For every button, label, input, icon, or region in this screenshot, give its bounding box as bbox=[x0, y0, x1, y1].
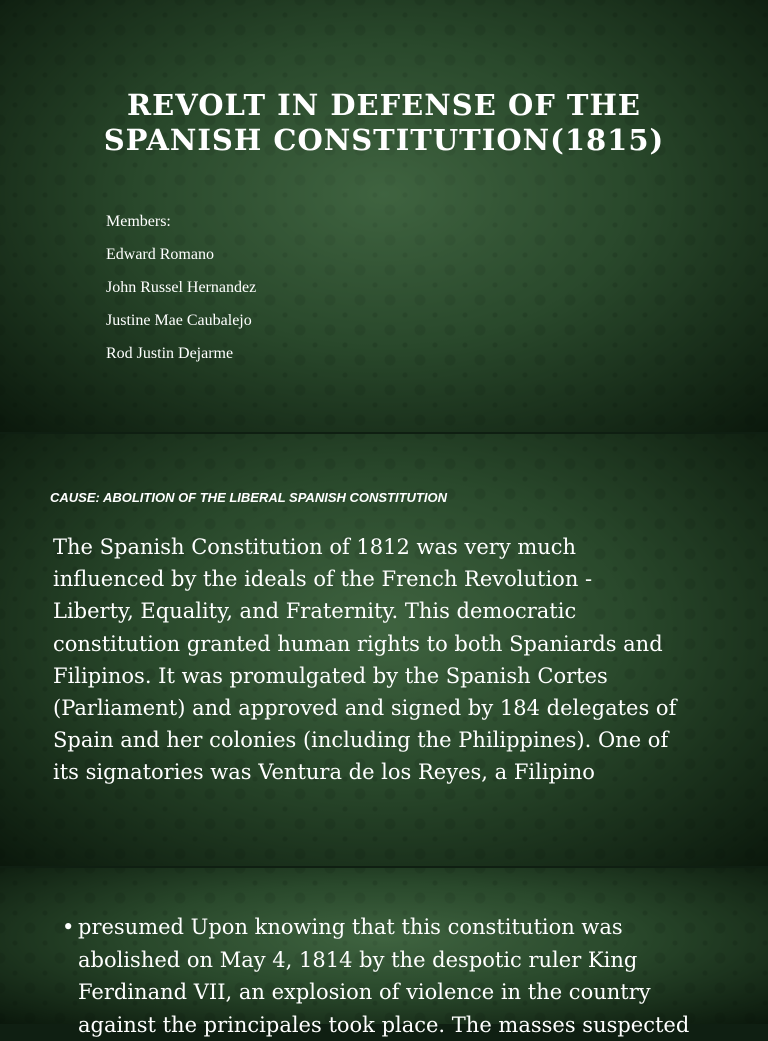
slide-title bbox=[60, 88, 708, 158]
bullet-item bbox=[62, 911, 722, 1041]
title-line-2: SPANISH CONSTITUTION(1815) bbox=[103, 123, 665, 157]
members-label: Members: bbox=[106, 213, 171, 230]
members-list bbox=[106, 210, 256, 375]
bullet-line: presumed Upon knowing that this constitution was bbox=[78, 915, 623, 939]
paragraph-line: Filipinos. It was promulgated by the Spanish Cortes bbox=[53, 663, 608, 688]
paragraph-line: influenced by the ideals of the French Revolution - bbox=[53, 567, 593, 592]
bullet-line: against the principales took place. The masses suspected bbox=[78, 1012, 690, 1037]
paragraph-line: The Spanish Constitution of 1812 was very much bbox=[53, 535, 577, 559]
cause-slide bbox=[0, 434, 768, 866]
abolition-slide bbox=[0, 868, 768, 1037]
paragraph-line: Spain and her colonies (including the Philippines). One of bbox=[53, 728, 669, 753]
paragraph-line: Liberty, Equality, and Fraternity. This democratic bbox=[53, 599, 577, 624]
member-name: Rod Justin Dejarme bbox=[106, 345, 234, 362]
paragraph-line: (Parliament) and approved and signed by 184 delegates of bbox=[53, 696, 677, 721]
paragraph-line: its signatories was Ventura de los Reyes, a Filipino bbox=[53, 760, 595, 785]
bullet-line: Ferdinand VII, an explosion of violence in the country bbox=[78, 980, 651, 1004]
bullet-icon: • bbox=[62, 915, 75, 939]
bullet-list bbox=[62, 911, 722, 1041]
title-slide bbox=[0, 0, 768, 432]
paragraph-line: constitution granted human rights to both Spaniards and bbox=[53, 631, 663, 656]
member-name: Edward Romano bbox=[106, 246, 214, 263]
member-name: John Russel Hernandez bbox=[106, 279, 257, 296]
bullet-line: abolished on May 4, 1814 by the despotic ruler King bbox=[78, 947, 638, 972]
cause-heading: CAUSE: ABOLITION OF THE LIBERAL SPANISH CONSTITUTION bbox=[50, 490, 447, 505]
title-line-1: REVOLT IN DEFENSE OF THE bbox=[127, 88, 641, 122]
member-name: Justine Mae Caubalejo bbox=[106, 312, 252, 329]
constitution-paragraph bbox=[53, 531, 713, 789]
